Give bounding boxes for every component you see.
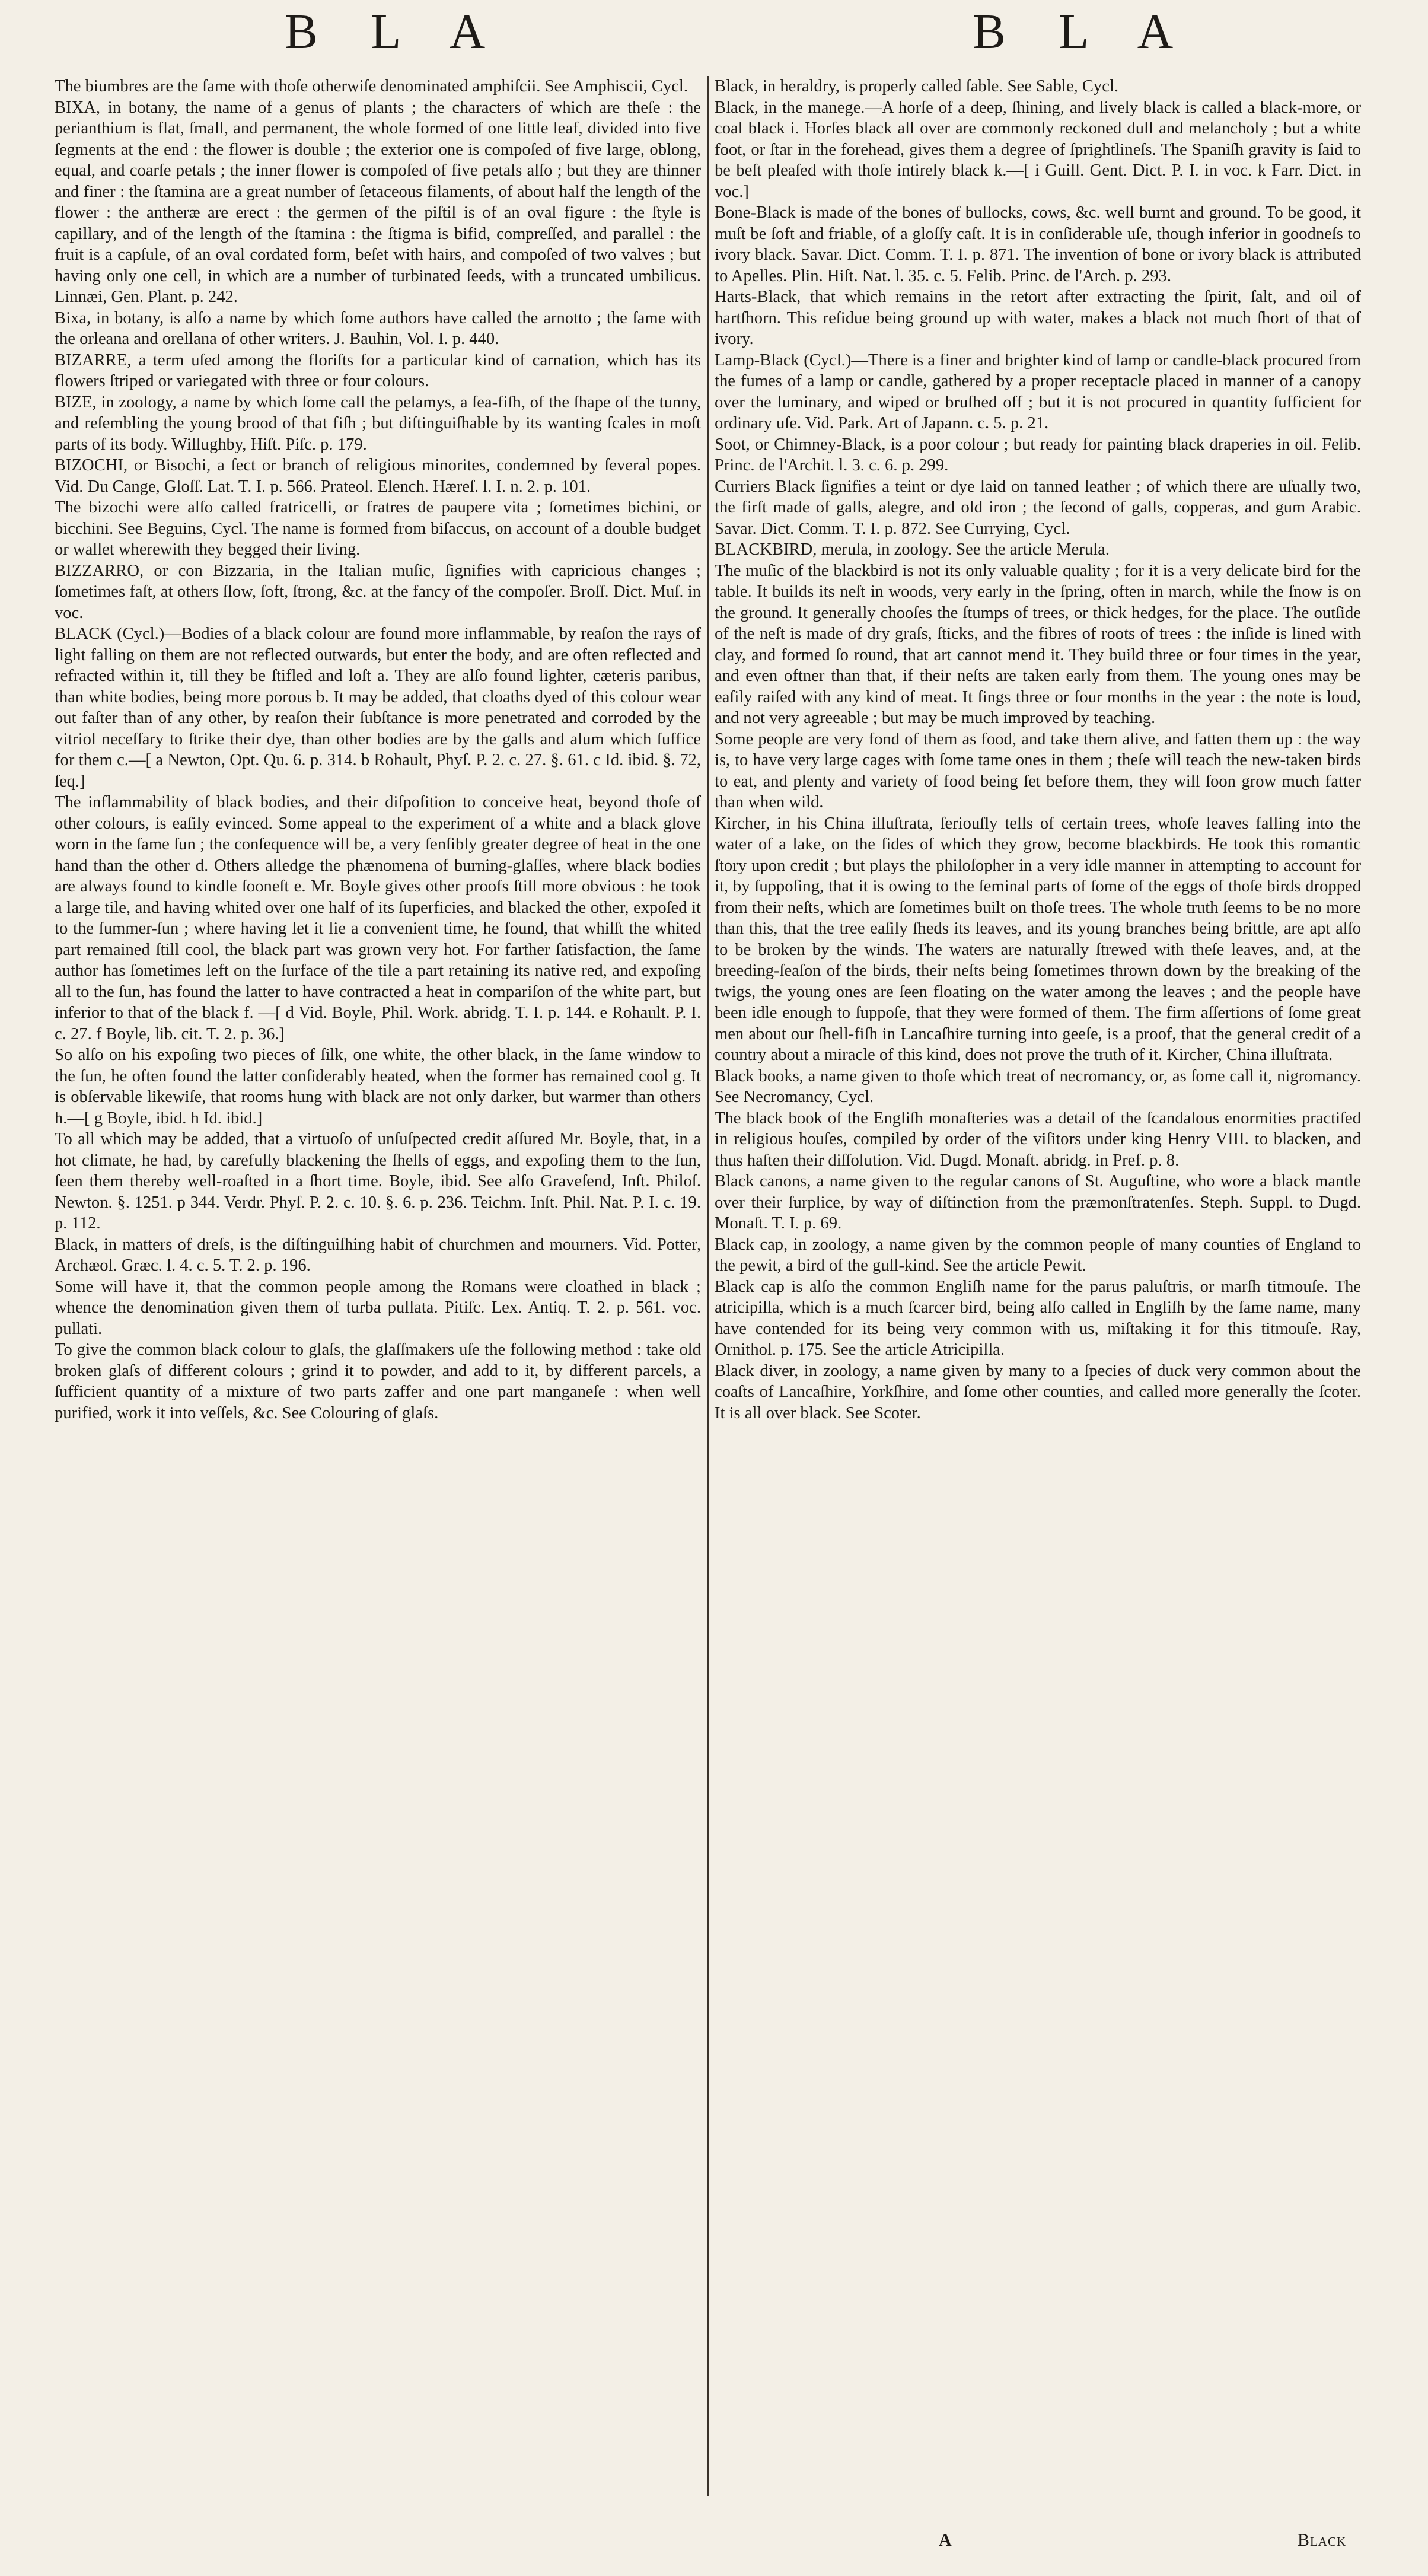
- entry-biumbres: The biumbres are the ſame with thoſe otherwiſe denominated amphiſcii. See Amphiscii, Cycl.: [55, 77, 689, 95]
- running-head-right: B L A: [973, 4, 1194, 59]
- entry-bizochi: BIZOCHI, or Bisochi, a ſect or branch of religious minorites, condemned by ſeveral popes. Vid. Du Cange, Gloſſ. Lat. T. I. p. 566. Prateol. Elench. Hæreſ. l. I. n. 2. p. 101.: [55, 456, 701, 496]
- entry-black-heraldry: Black, in heraldry, is properly called ſable. See Sable, Cycl.: [715, 77, 1118, 95]
- entry-black: BLACK (Cycl.)—Bodies of a black colour are found more inflammable, by reaſon the rays of light falling on them are not reflected outwards, but enter the body, and are often reflected and refracted within it, till they be ſtifled and loſt a. They are alſo found lighter, cæteris paribus, than white bodies, being more porous b. It may be added, that cloaths dyed of this colour wear out faſter than of any other, by reaſon their ſubſtance is more penetrated and corroded by the vitriol neceſſary to ſtrike their dye, than other bodies are by the galls and alum which ſuffice for them c.—[ a Newton, Opt. Qu. 6. p. 314. b Rohault, Phyſ. P. 2. c. 27. §. 61. c Id. ibid. §. 72, ſeq.]: [55, 625, 701, 791]
- entry-bizarre: BIZARRE, a term uſed among the floriſts for a particular kind of carnation, which has its flowers ſtriped or variegated with three or four colours.: [55, 351, 701, 390]
- entry-curriers-black: Curriers Black ſignifies a teint or dye laid on tanned leather ; of which there are uſually two, the firſt made of galls, alegre, and old iron ; the ſecond of galls, copperas, and gum Arabic. Savar. Dict. Comm. T. I. p. 872. See Currying, Cycl.: [715, 477, 1361, 538]
- entry-black-books: Black books, a name given to thoſe which treat of necromancy, or, as ſome call it, nigromancy. See Necromancy, Cycl.: [715, 1066, 1361, 1106]
- entry-bixa-arnotto: Bixa, in botany, is alſo a name by which ſome authors have called the arnotto ; the ſame with the orleana and orellana of other writers. J. Bauhin, Vol. I. p. 440.: [55, 308, 701, 348]
- entry-black-eggs: To all which may be added, that a virtuoſo of unſuſpected credit aſſured Mr. Boyle, that, in a hot climate, he had, by carefully blackening the ſhells of eggs, and expoſing them to the ſun, ſeen them thereby well-roaſted in a ſhort time. Boyle, ibid. See alſo Graveſend, Inſt. Philoſ. Newton. §. 1251. p 344. Verdr. Phyſ. P. 2. c. 10. §. 6. p. 236. Teichm. Inſt. Phil. Nat. P. I. c. 19. p. 112.: [55, 1130, 701, 1233]
- entry-harts-black: Harts-Black, that which remains in the retort after extracting the ſpirit, ſalt, and oil of hartſhorn. This reſidue being ground up with water, makes a black not much ſhort of that of ivory.: [715, 288, 1361, 348]
- entry-blackbird-kircher: Kircher, in his China illuſtrata, ſeriouſly tells of certain trees, whoſe leaves falling into the water of a lake, on the ſides of which they grow, become blackbirds. He took this romantic ſtory upon credit ; but plays the philoſopher in a very idle manner in attempting to account for it, by ſuppoſing, that it is owing to the ſeminal parts of ſome of the eggs of thoſe birds dropped from their neſts, which are ſometimes built on thoſe trees. The whole truth ſeems to be no more than this, that the tree eaſily ſheds its leaves, and its young branches being brittle, are apt alſo to be broken by the winds. The waters are naturally ſtrewed with theſe leaves, and, at the breeding-ſeaſon of the birds, their neſts being ſometimes thrown down by the breaking of the twigs, the young ones are ſeen floating on the water among the leaves ; and the people have been idle enough to ſuppoſe, that they were formed of them. The firm aſſertions of ſome great men about our ſhell-fiſh in Lancaſhire turning into geeſe, is a proof, that the general credit of a country about a miracle of this kind, does not prove the truth of it. Kircher, China illuſtrata.: [715, 814, 1361, 1064]
- entry-black-diver: Black diver, in zoology, a name given by many to a ſpecies of duck very common about the coaſts of Lancaſhire, Yorkſhire, and ſome other counties, and called more generally the ſcoter. It is all over black. See Scoter.: [715, 1361, 1361, 1422]
- entry-bone-black: Bone-Black is made of the bones of bullocks, cows, &c. well burnt and ground. To be good, it muſt be ſoft and friable, of a gloſſy caſt. It is in conſiderable uſe, though inferior in goodneſs to ivory black. Savar. Dict. Comm. T. I. p. 871. The invention of bone or ivory black is attributed to Apelles. Plin. Hiſt. Nat. l. 35. c. 5. Felib. Princ. de l'Arch. p. 293.: [715, 203, 1361, 285]
- entry-black-romans: Some will have it, that the common people among the Romans were cloathed in black ; whence the denomination given them of turba pullata. Pitiſc. Lex. Antiq. T. 2. p. 561. voc. pullati.: [55, 1277, 701, 1338]
- running-head-left: B L A: [285, 4, 506, 59]
- entry-bizochi-cont: The bizochi were alſo called fratricelli, or fratres de paupere vita ; ſometimes bichini, or bicchini. See Beguins, Cycl. The name is formed from biſaccus, on account of a double budget or wallet wherewith they begged their living.: [55, 498, 701, 559]
- entry-black-canons: Black canons, a name given to the regular canons of St. Auguſtine, who wore a black mantle over their ſurplice, by way of diſtinction from the præmonſtratenſes. Steph. Suppl. to Dugd. Monaſt. T. I. p. 69.: [715, 1172, 1361, 1233]
- entry-black-dress: Black, in matters of dreſs, is the diſtinguiſhing habit of churchmen and mourners. Vid. Potter, Archæol. Græc. l. 4. c. 5. T. 2. p. 196.: [55, 1235, 701, 1275]
- entry-black-manege: Black, in the manege.—A horſe of a deep, ſhining, and lively black is called a black-more, or coal black i. Horſes black all over are commonly reckoned dull and melancholy ; but a white foot, or ſtar in the forehead, gives them a degree of ſprightlineſs. The Spaniſh gravity is ſaid to be beſt pleaſed with thoſe intirely black k.—[ i Guill. Gent. Dict. P. I. in voc. k Farr. Dict. in voc.]: [715, 98, 1361, 201]
- left-column: [55, 76, 701, 1424]
- entry-bizzarro: BIZZARRO, or con Bizzaria, in the Italian muſic, ſignifies with capricious changes ; ſometimes faſt, at others ſlow, ſoft, ſtrong, &c. at the fancy of the compoſer. Broſſ. Dict. Muſ. in voc.: [55, 561, 701, 622]
- entry-black-silk: So alſo on his expoſing two pieces of ſilk, one white, the other black, in the ſame window to the ſun, he often found the latter conſiderably heated, when the former has remained cool g. It is obſervable likewiſe, that rooms hung with black are not only darker, but warmer than others h.—[ g Boyle, ibid. h Id. ibid.]: [55, 1046, 701, 1128]
- running-head: [0, 0, 1428, 70]
- entry-bize: BIZE, in zoology, a name by which ſome call the pelamys, a ſea-fiſh, of the ſhape of the tunny, and reſembling the young brood of that fiſh ; but diſtinguiſhable by its wanting ſcales in moſt parts of its body. Willughby, Hiſt. Piſc. p. 179.: [55, 393, 701, 454]
- signature-mark: A: [939, 2530, 952, 2550]
- entry-black-glass: To give the common black colour to glaſs, the glaſſmakers uſe the following method : take old broken glaſs of different colours ; grind it to powder, and add to it, by different parcels, a ſufficient quantity of a mixture of two parts zaffer and one part manganeſe : when well purified, work it into veſſels, &c. See Colouring of glaſs.: [55, 1340, 701, 1422]
- page-footer: [0, 2526, 1428, 2567]
- catchword: Black: [1298, 2530, 1347, 2550]
- entry-blackbird-music: The muſic of the blackbird is not its only valuable quality ; for it is a very delicate bird for the table. It builds its neſt in woods, very early in the ſpring, often in march, while the ſnow is on the ground. It generally chooſes the ſtumps of trees, or thick hedges, for the place. The outſide of the neſt is made of dry graſs, ſticks, and the fibres of roots of trees : the inſide is lined with clay, and formed ſo round, that art cannot mend it. They build three or four times in the year, and even oftner than that, if their neſts are taken early from them. The young ones may be eaſily raiſed with any kind of meat. It ſings three or four months in the year : the note is loud, and not very agreeable ; but may be much improved by teaching.: [715, 561, 1361, 727]
- entry-lamp-black: Lamp-Black (Cycl.)—There is a finer and brighter kind of lamp or candle-black procured from the fumes of a lamp or candle, gathered by a proper receptacle placed in manner of a canopy over the luminary, and wiped or bruſhed off ; but it is not procured in quantity ſufficient for ordinary uſe. Vid. Park. Art of Japann. c. 5. p. 21.: [715, 351, 1361, 432]
- entry-soot: Soot, or Chimney-Black, is a poor colour ; but ready for painting black draperies in oil. Felib. Princ. de l'Archit. l. 3. c. 6. p. 299.: [715, 435, 1361, 475]
- right-column: [715, 76, 1361, 1424]
- entry-blackbird-food: Some people are very fond of them as food, and take them alive, and fatten them up : the way is, to have very large cages with ſome tame ones in them ; theſe will teach the new-taken birds to eat, and plenty and variety of food being ſet before them, they will ſoon grow much fatter than when wild.: [715, 730, 1361, 811]
- entry-black-book-monasteries: The black book of the Engliſh monaſteries was a detail of the ſcandalous enormities practiſed in religious houſes, compiled by order of the viſitors under king Henry VIII. to blacken, and thus haſten their diſſolution. Vid. Dugd. Monaſt. abridg. in Pref. p. 8.: [715, 1109, 1361, 1170]
- entry-black-cap-titmouse: Black cap is alſo the common Engliſh name for the parus paluſtris, or marſh titmouſe. The atricipilla, which is a much ſcarcer bird, being alſo called in Engliſh by the ſame name, many have contended for its being very common with us, miſtaking it for this titmouſe. Ray, Ornithol. p. 175. See the article Atricipilla.: [715, 1277, 1361, 1359]
- entry-black-cap: Black cap, in zoology, a name given by the common people of many counties of England to the pewit, a bird of the gull-kind. See the article Pewit.: [715, 1235, 1361, 1275]
- column-divider: [707, 76, 709, 2496]
- entry-bixa: BIXA, in botany, the name of a genus of plants ; the characters of which are theſe : the perianthium is flat, ſmall, and permanent, the whole formed of one little leaf, divided into five ſegments at the end : the flower is double ; the exterior one is compoſed of five large, oblong, equal, and coarſe petals ; the inner flower is compoſed of five petals alſo ; but they are thinner and finer : the ſtamina are a great number of ſetaceous filaments, of about half the length of the flower : the antheræ are erect : the germen of the piſtil is of an oval figure : the ſtyle is capillary, and of the length of the ſtamina : the ſtigma is bifid, compreſſed, and parallel : the fruit is a capſule, of an oval cordated form, beſet with hairs, and compoſed of two valves ; but having only one cell, in which are a number of turbinated ſeeds, with a truncated umbilicus. Linnæi, Gen. Plant. p. 242.: [55, 98, 701, 306]
- entry-black-inflammability: The inflammability of black bodies, and their diſpoſition to conceive heat, beyond thoſe of other colours, is eaſily evinced. Some appeal to the experiment of a white and a black glove worn in the ſame ſun ; the conſequence will be, a very ſenſibly greater degree of heat in the one hand than the other d. Others alledge the phænomena of burning-glaſſes, where black bodies are always found to kindle ſooneſt e. Mr. Boyle gives other proofs ſtill more obvious : he took a large tile, and having whited over one half of its ſuperficies, and blacked the other, expoſed it to the ſummer-ſun ; where having let it lie a convenient time, he found, that whilſt the whited part remained ſtill cool, the black part was grown very hot. For farther ſatisfaction, the ſame author has ſometimes left on the ſurface of the tile a part retaining its native red, and expoſing all to the ſun, has found the latter to have contracted a heat in compariſon of the white part, but inferior to that of the black f. —[ d Vid. Boyle, Phil. Work. abridg. T. I. p. 144. e Rohault. P. I. c. 27. f Boyle, lib. cit. T. 2. p. 36.]: [55, 793, 701, 1043]
- entry-blackbird: BLACKBIRD, merula, in zoology. See the article Merula.: [715, 540, 1110, 559]
